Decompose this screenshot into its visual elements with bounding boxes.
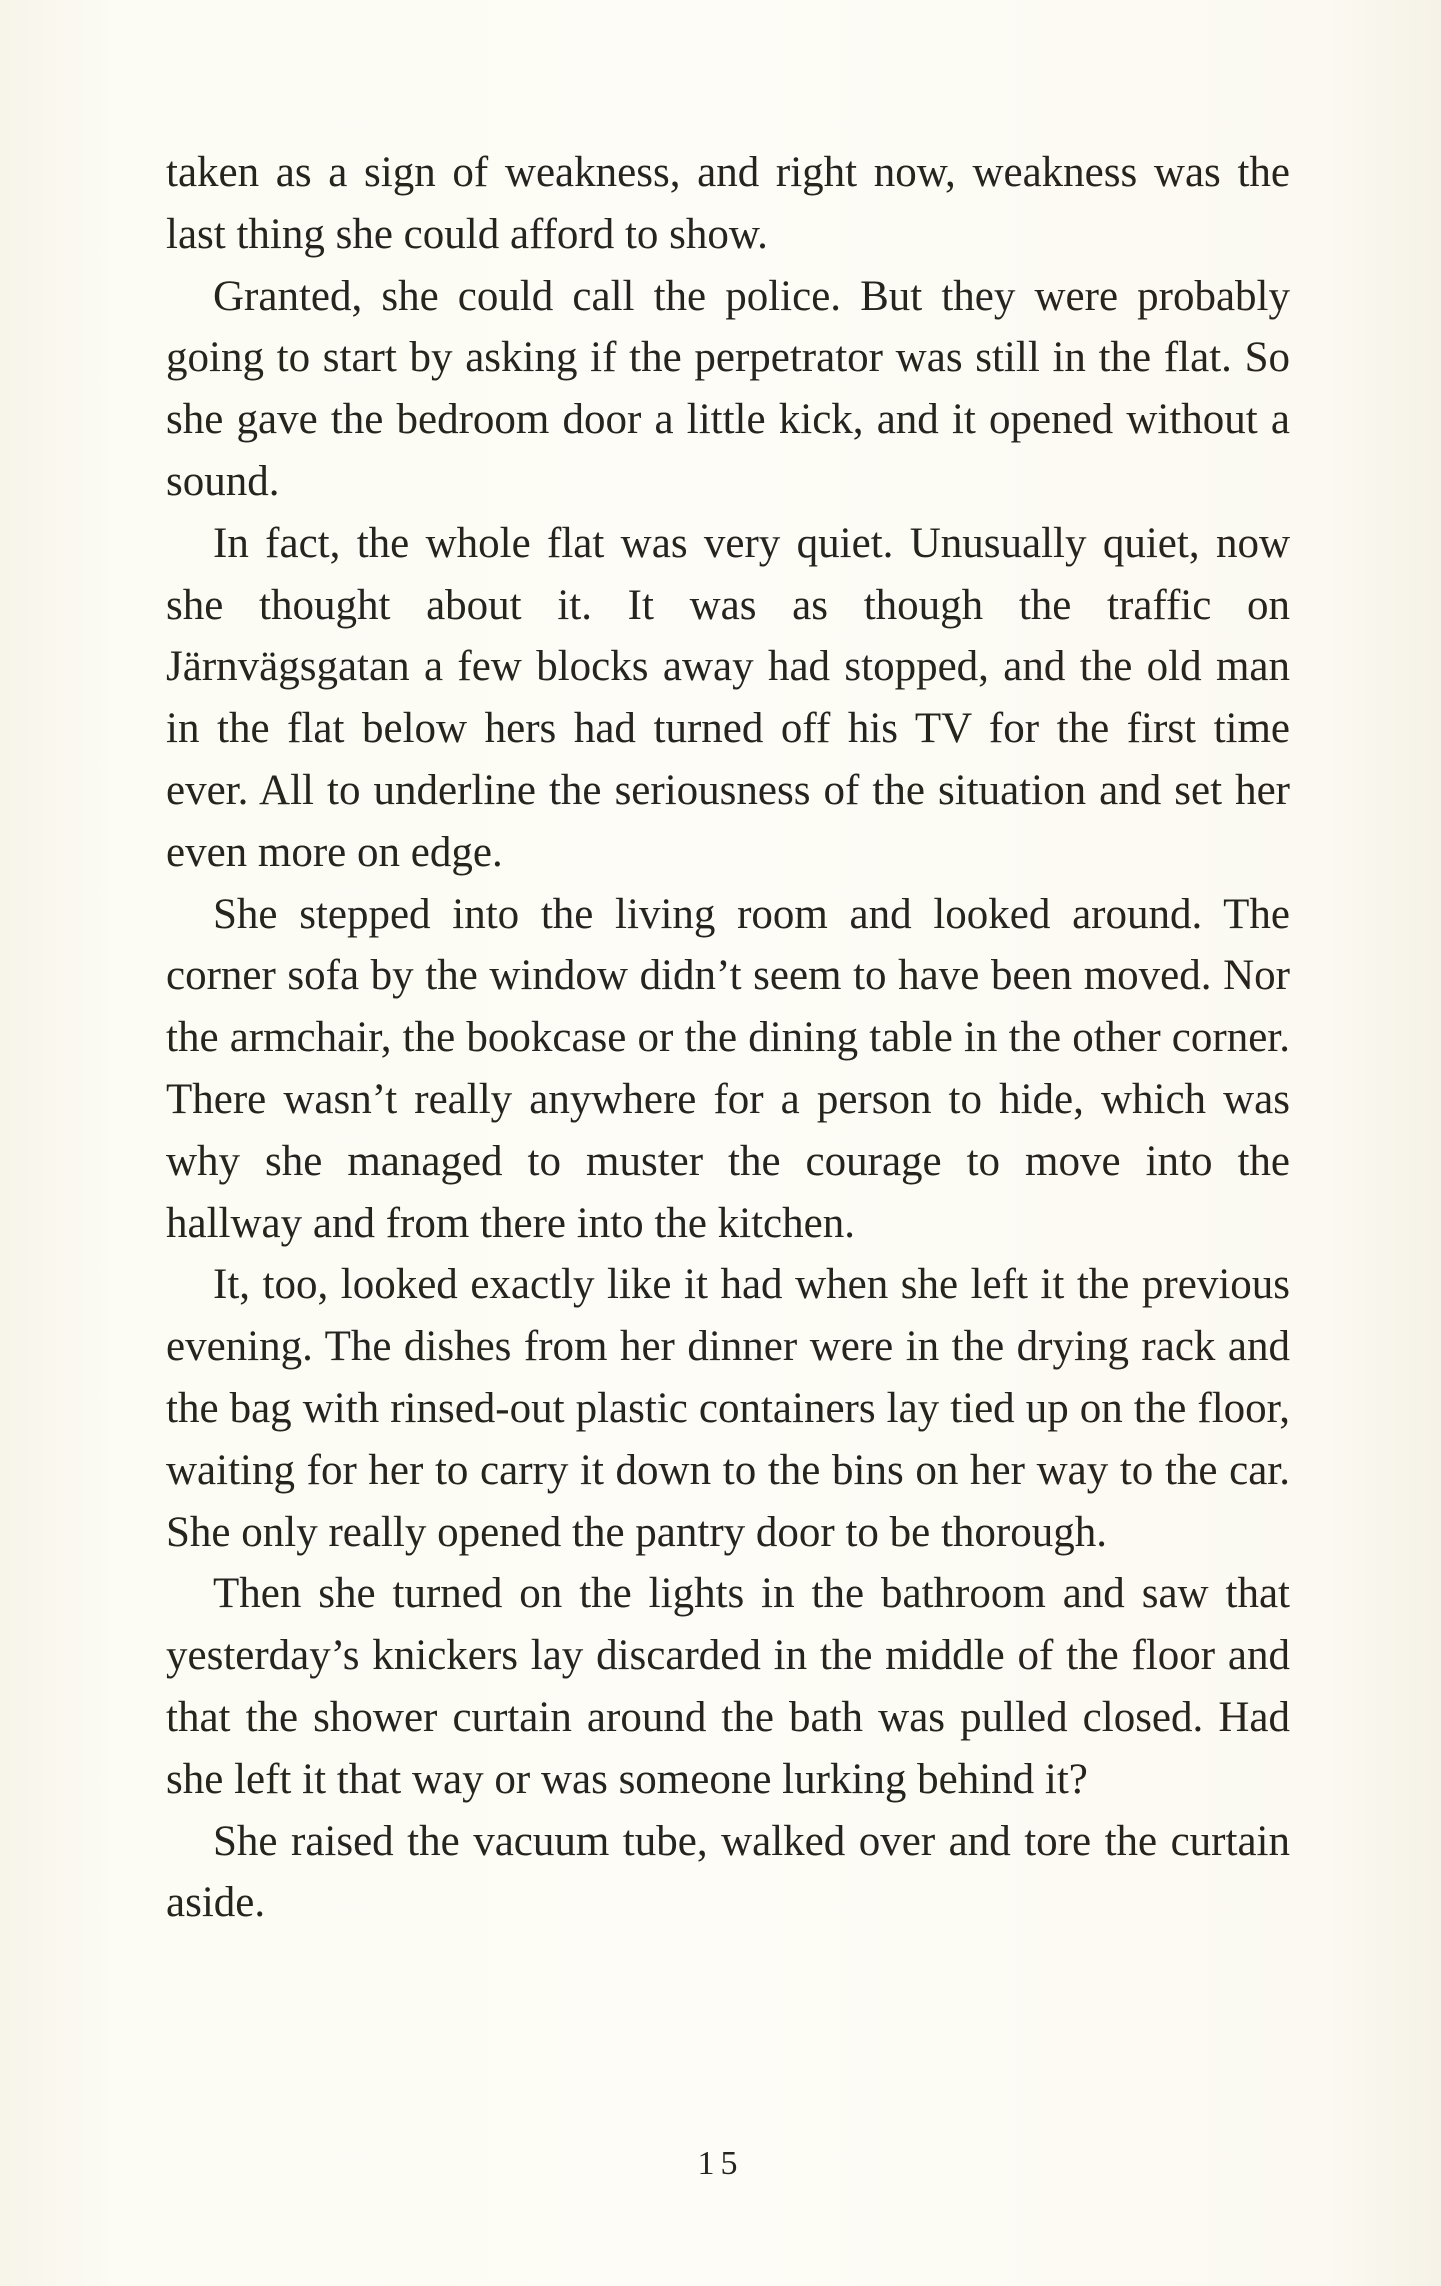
page-number: 15 xyxy=(697,2145,744,2182)
paragraph: Then she turned on the lights in the bathroom and saw that yesterday’s knickers lay discarded in the middle of the floor and that the shower curtain around the bath was pulled closed. Had she left it that way or was someone lurking behind it? xyxy=(166,1570,1290,1803)
paragraph: In fact, the whole flat was very quiet. Unusually quiet, now she thought about it. It was as though the traffic on Järnvägsgatan a few blocks away had stopped, and the old man in the flat below hers had turned off his TV for the first time ever. All to underline the seriousness of the situation and set her even more on edge. xyxy=(166,519,1290,876)
paragraph: She raised the vacuum tube, walked over and tore the curtain aside. xyxy=(166,1817,1290,1927)
paragraph: It, too, looked exactly like it had when she left it the previous evening. The dishes from her dinner were in the drying rack and the bag with rinsed-out plastic containers lay tied up on the floor, waiting for her to carry it down to the bins on her way to the car. She only really opened the pantry door to be thorough. xyxy=(166,1261,1290,1556)
paragraph: She stepped into the living room and looked around. The corner sofa by the window didn’t seem to have been moved. Nor the armchair, the bookcase or the dining table in the other corner. There wasn’t really anywhere for a person to hide, which was why she managed to muster the courage to move into the hallway and from there into the kitchen. xyxy=(166,890,1290,1247)
paragraph-continuation: taken as a sign of weakness, and right now, weakness was the last thing she could afford to show. xyxy=(166,149,1290,258)
paragraph: Granted, she could call the police. But they were probably going to start by asking if the perpetrator was still in the flat. So she gave the bedroom door a little kick, and it opened without a sound. xyxy=(166,272,1290,505)
body-text xyxy=(166,142,1290,1934)
